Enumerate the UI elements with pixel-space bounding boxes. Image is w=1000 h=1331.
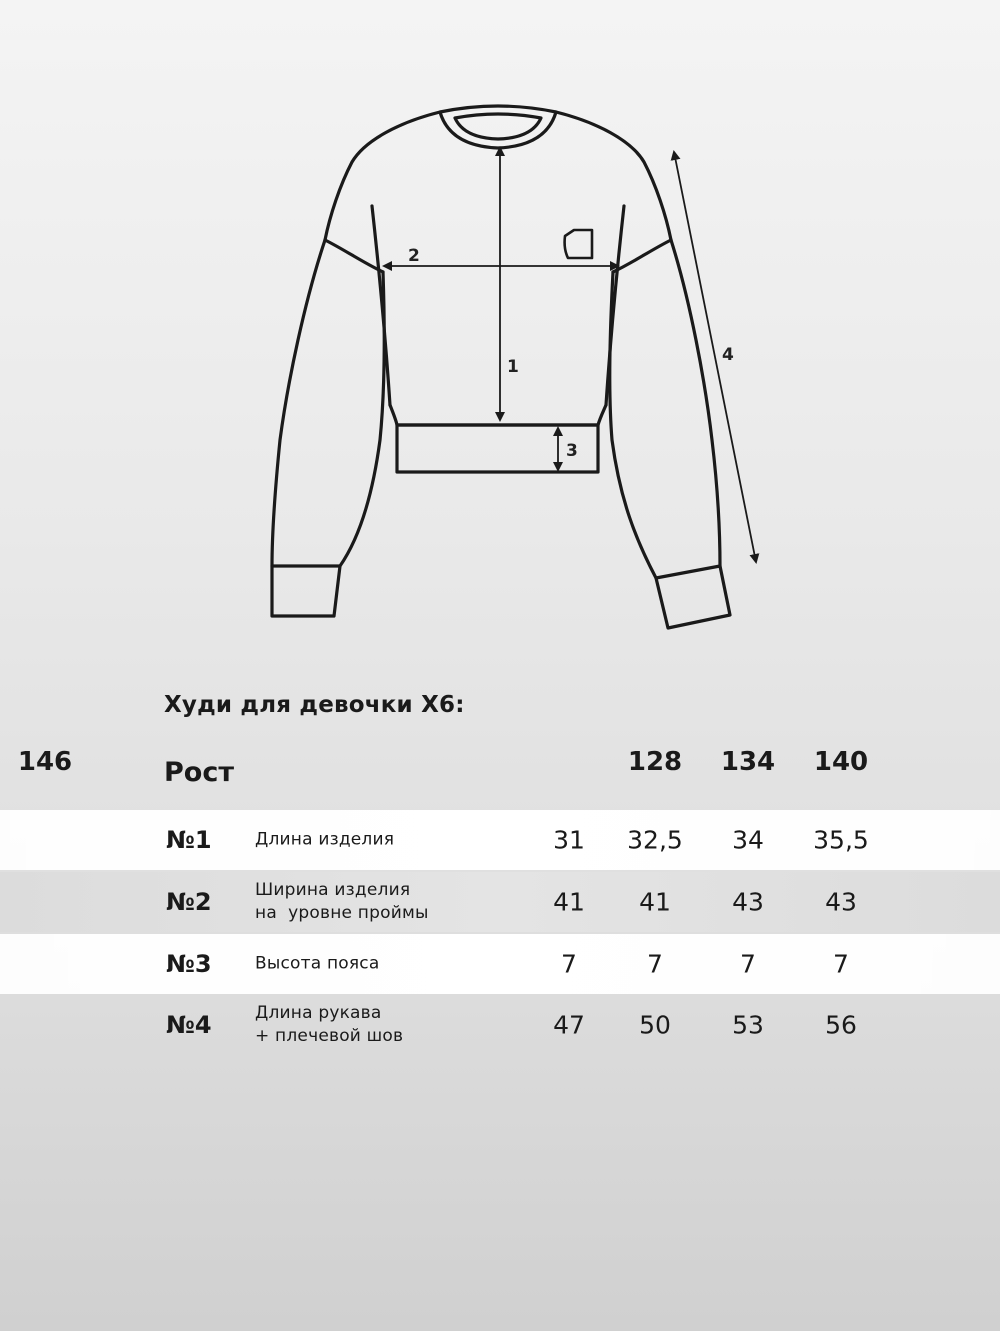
size-134: 134: [720, 747, 776, 777]
left-sleeve-outer: [272, 240, 325, 566]
dimension-1-label: 1: [507, 357, 519, 377]
row-value: 50: [639, 1010, 671, 1040]
row-number: №1: [166, 826, 212, 854]
body-outline-right: [556, 112, 671, 240]
row-value: 56: [825, 1010, 857, 1040]
row-value: 7: [561, 949, 577, 979]
size-128: 128: [627, 747, 683, 777]
row-value: 41: [639, 887, 671, 917]
size-146: 146: [17, 747, 73, 777]
dimension-2-label: 2: [408, 246, 420, 266]
row-description: Длина рукава + плечевой шов: [255, 1003, 404, 1046]
body-outline: [325, 112, 440, 240]
row-value: 47: [553, 1010, 585, 1040]
chest-patch: [565, 230, 592, 258]
right-sleeve-outer: [671, 240, 720, 566]
row-number: №2: [166, 888, 212, 916]
row-value: 7: [740, 949, 756, 979]
row-value: 31: [553, 825, 585, 855]
dimension-3-label: 3: [566, 441, 578, 461]
table-row: [0, 810, 1000, 870]
table-row: [0, 872, 1000, 932]
table-row: [0, 995, 1000, 1055]
table-row: [0, 934, 1000, 994]
right-cuff: [656, 566, 730, 628]
size-140: 140: [813, 747, 869, 777]
row-value: 43: [825, 887, 857, 917]
row-value: 7: [833, 949, 849, 979]
hoodie-drawing: [0, 0, 1000, 660]
left-armhole: [325, 240, 383, 272]
right-sleeve-inner: [610, 272, 656, 578]
right-armhole: [613, 240, 671, 272]
row-value: 41: [553, 887, 585, 917]
row-value: 35,5: [813, 825, 869, 855]
left-cuff: [272, 566, 340, 616]
row-value: 53: [732, 1010, 764, 1040]
size-header-row: [0, 745, 1000, 805]
body-bottom: [390, 405, 606, 425]
row-description: Ширина изделия на уровне проймы: [255, 880, 429, 923]
collar-rib-outer: [440, 106, 556, 148]
row-number: №3: [166, 950, 212, 978]
dimension-4-arrow: [674, 152, 756, 562]
left-side-seam: [372, 206, 390, 405]
row-value: 34: [732, 825, 764, 855]
dimension-4-label: 4: [722, 345, 734, 365]
product-title: Худи для девочки Х6:: [164, 692, 465, 718]
row-number: №4: [166, 1011, 212, 1039]
row-value: 7: [647, 949, 663, 979]
left-sleeve-inner: [340, 272, 384, 566]
height-label: Рост: [164, 757, 234, 788]
row-value: 43: [732, 887, 764, 917]
row-description: Высота пояса: [255, 953, 380, 974]
row-description: Длина изделия: [255, 829, 395, 850]
collar-rib-inner: [455, 114, 541, 139]
garment-diagram: [0, 0, 1000, 660]
row-value: 32,5: [627, 825, 683, 855]
